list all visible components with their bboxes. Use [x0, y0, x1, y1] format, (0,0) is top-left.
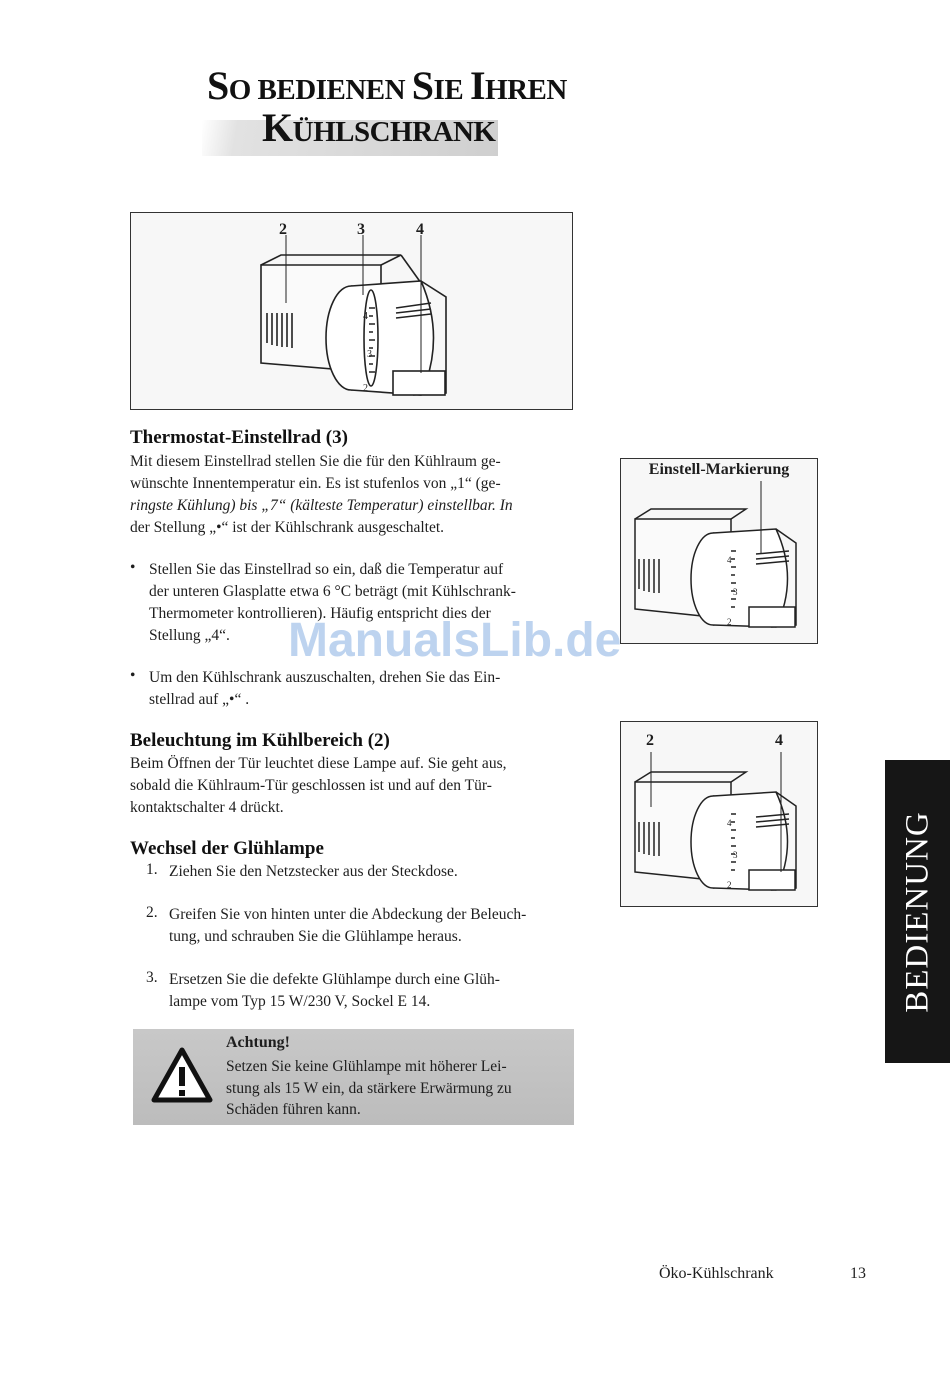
dial-number-4: 4 [363, 311, 368, 322]
dial-number-3: 3 [733, 587, 738, 597]
page-number: 13 [850, 1265, 866, 1282]
figure-label-4: 4 [775, 732, 783, 749]
page-title-line-1: SO BEDIENEN SIE IHREN [207, 63, 567, 108]
bullet-icon: • [130, 667, 136, 684]
figure-label-4: 4 [416, 221, 424, 238]
warning-triangle-icon [151, 1047, 213, 1103]
dial-number-3: 3 [367, 349, 372, 360]
bulb-heading: Wechsel der Glühlampe [130, 838, 324, 859]
lighting-paragraph: Beim Öffnen der Tür leuchtet diese Lampe auf. Sie geht aus, sobald die Kühlraum-Tür geschlossen ist und auf den Tür- kontaktschalter 4 drückt. [130, 755, 507, 816]
thermostat-bullet-2: Um den Kühlschrank auszuschalten, drehen Sie das Ein- stellrad auf „•“ . [149, 669, 501, 708]
bulb-step-3: Ersetzen Sie die defekte Glühlampe durch eine Glüh- lampe vom Typ 15 W/230 V, Sockel E 14. [169, 971, 500, 1010]
bulb-step-1: Ziehen Sie den Netzstecker aus der Steckdose. [169, 863, 458, 880]
thermostat-paragraph: Mit diesem Einstellrad stellen Sie die für den Kühlraum ge- wünschte Innentemperatur ein. Es ist stufenlos von „1“ (ge- ringste Kühlung) bis „7“ (kälteste Temperatur) einstellbar. In der Stellung „•“ ist der Kühlschrank ausgeschaltet. [130, 453, 513, 536]
marking-illustration [621, 459, 817, 643]
thermostat-housing-illustration [131, 213, 572, 409]
watermark: ManualsLib.de [288, 614, 622, 667]
step-number: 1. [146, 861, 158, 878]
thermostat-heading: Thermostat-Einstellrad (3) [130, 427, 348, 448]
footer-title: Öko-Kühlschrank [659, 1265, 774, 1282]
dial-number-4: 4 [727, 555, 732, 565]
dial-number-2: 2 [363, 383, 368, 394]
figure-label-2: 2 [646, 732, 654, 749]
bulb-step-2: Greifen Sie von hinten unter die Abdeckung der Beleuch- tung, und schrauben Sie die Glühlampe heraus. [169, 906, 527, 945]
figure-label-3: 3 [357, 221, 365, 238]
figure-label-2: 2 [279, 221, 287, 238]
marking-figure-caption: Einstell-Markierung [648, 461, 790, 478]
dial-number-2: 2 [727, 880, 732, 890]
warning-box [133, 1029, 574, 1125]
marking-figure [620, 458, 818, 644]
thermostat-figure [130, 212, 573, 410]
warning-text: Setzen Sie keine Glühlampe mit höherer Lei- stung als 15 W ein, da stärkere Erwärmung zu Schäden führen kann. [226, 1058, 512, 1118]
bullet-icon: • [130, 559, 136, 576]
dial-number-3: 3 [733, 850, 738, 860]
step-number: 2. [146, 904, 158, 921]
step-number: 3. [146, 969, 158, 986]
thermostat-bullet-1: Stellen Sie das Einstellrad so ein, daß die Temperatur auf der unteren Glasplatte etwa 6 °C beträgt (mit Kühlschrank- Thermometer kontrollieren). Häufig entspricht dies der Stellung „4“. [149, 561, 516, 644]
dial-number-4: 4 [727, 818, 732, 828]
chapter-tab [885, 760, 950, 1063]
warning-title: Achtung! [226, 1034, 291, 1051]
page-title-line-2: KÜHLSCHRANK [262, 105, 496, 150]
chapter-tab-label: BEDIENUNG [899, 810, 935, 1013]
dial-number-2: 2 [727, 617, 732, 627]
lighting-heading: Beleuchtung im Kühlbereich (2) [130, 730, 390, 751]
contact-switch-figure [620, 721, 818, 907]
